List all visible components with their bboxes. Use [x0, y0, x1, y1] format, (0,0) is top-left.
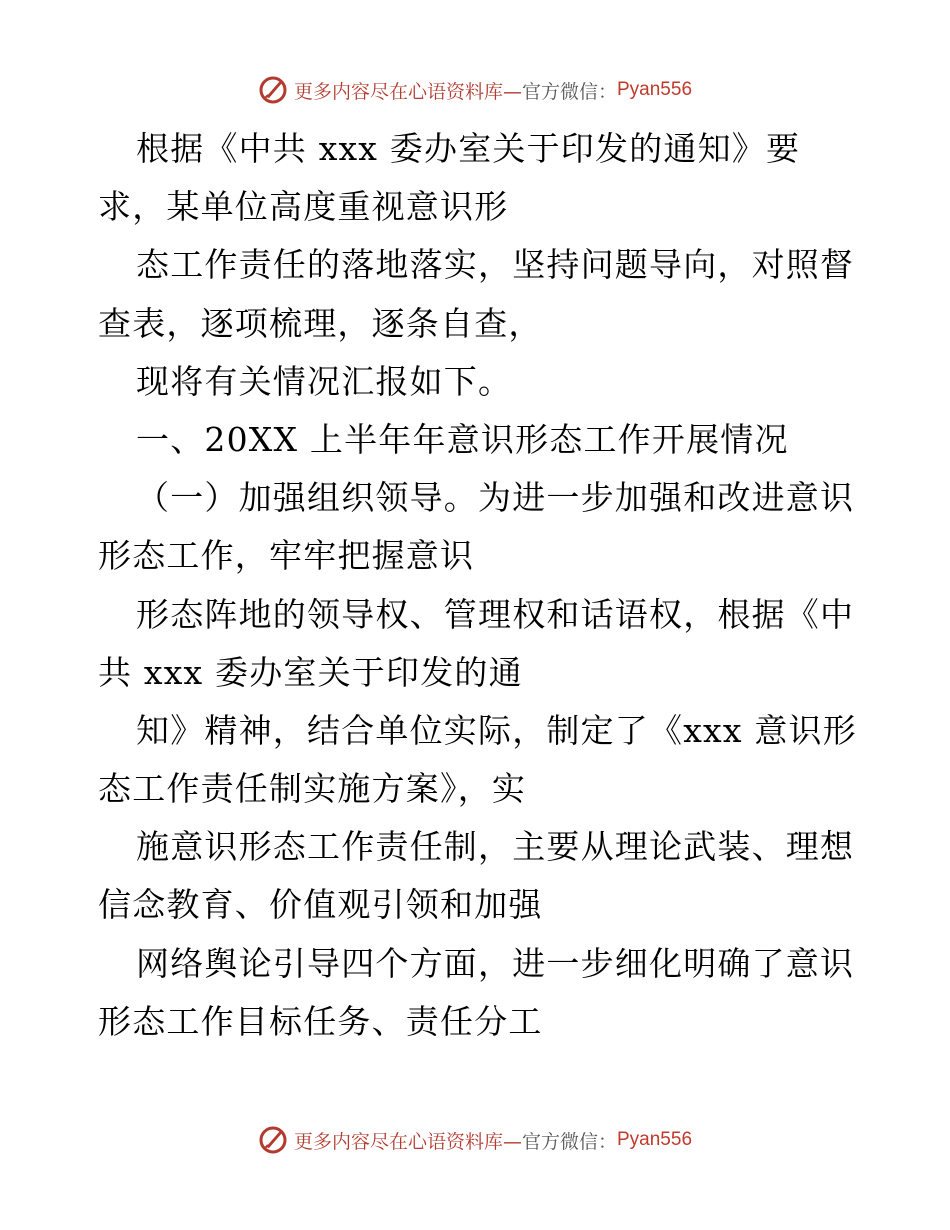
header-banner [0, 72, 950, 108]
body-line: （一）加强组织领导。为进一步加强和改进意识 [136, 478, 855, 518]
footer-wechat-label: 官方微信： [521, 1130, 617, 1153]
footer-banner [0, 1122, 950, 1158]
header-wechat-id: Pyan556 [617, 79, 693, 100]
body-line: 形态阵地的领导权、管理权和话语权，根据《中 [136, 594, 855, 634]
body-line: 网络舆论引导四个方面，进一步细化明确了意识 [136, 943, 855, 983]
body-line: 现将有关情况汇报如下。 [136, 361, 513, 401]
body-line: 求，某单位高度重视意识形 [98, 187, 509, 227]
header-promo-text: 更多内容尽在心语资料库— [293, 80, 522, 103]
header-wechat-label: 官方微信： [521, 80, 617, 103]
body-line: 施意识形态工作责任制，主要从理论武装、理想 [136, 827, 855, 867]
body-line: 知》精神，结合单位实际，制定了《xxx 意识形 [136, 710, 857, 750]
body-line: 形态工作，牢牢把握意识 [98, 536, 475, 576]
footer-wechat-id: Pyan556 [617, 1129, 693, 1150]
quill-pen-seal-icon [258, 75, 288, 105]
quill-pen-seal-icon [258, 1125, 288, 1155]
body-line: 根据《中共 xxx 委办室关于印发的通知》要 [136, 129, 801, 168]
document-body [98, 120, 858, 1051]
footer-promo-text: 更多内容尽在心语资料库— [293, 1130, 522, 1153]
section-heading: 一、20XX 上半年年意识形态工作开展情况 [136, 419, 789, 459]
body-line: 态工作责任的落地落实，坚持问题导向，对照督 [136, 245, 855, 285]
body-line: 信念教育、价值观引领和加强 [98, 885, 543, 925]
body-line: 态工作责任制实施方案》，实 [98, 769, 527, 809]
body-line: 形态工作目标任务、责任分工 [98, 1001, 543, 1041]
body-line: 查表，逐项梳理，逐条自查， [98, 303, 543, 343]
body-line: 共 xxx 委办室关于印发的通 [98, 652, 523, 692]
